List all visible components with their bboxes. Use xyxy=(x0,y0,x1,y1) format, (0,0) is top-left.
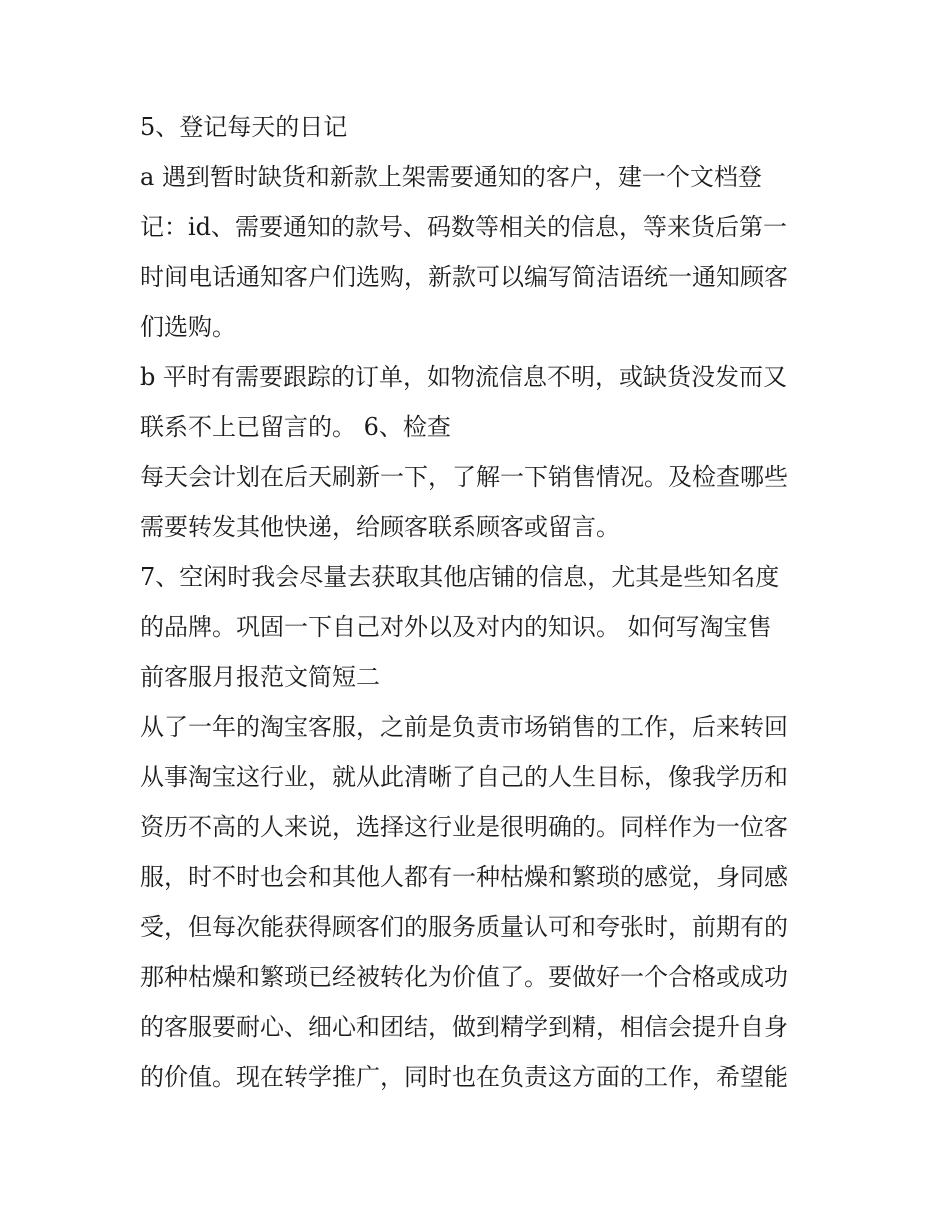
text-line-15: 资历不高的人来说，选择这行业是很明确的。同样作为一位客 xyxy=(140,813,788,841)
text-line-8: 每天会计划在后天刷新一下，了解一下销售情况。及检查哪些 xyxy=(140,463,788,491)
text-line-18: 那种枯燥和繁琐已经被转化为价值了。要做好一个合格或成功 xyxy=(140,963,788,991)
text-line-7: 联系不上已留言的。 6、检查 xyxy=(140,413,451,441)
text-line-9: 需要转发其他快递，给顾客联系顾客或留言。 xyxy=(140,513,620,541)
text-line-5: 们选购。 xyxy=(140,313,236,341)
text-line-10: 7、空闲时我会尽量去获取其他店铺的信息，尤其是些知名度 xyxy=(140,563,780,591)
text-line-12: 前客服月报范文简短二 xyxy=(140,663,380,691)
text-line-14: 从事淘宝这行业，就从此清晰了自己的人生目标，像我学历和 xyxy=(140,763,788,791)
text-line-2: a 遇到暂时缺货和新款上架需要通知的客户，建一个文档登 xyxy=(140,163,762,191)
text-line-20: 的价值。现在转学推广，同时也在负责这方面的工作，希望能 xyxy=(140,1063,788,1091)
text-line-19: 的客服要耐心、细心和团结，做到精学到精，相信会提升自身 xyxy=(140,1013,788,1041)
text-line-13: 从了一年的淘宝客服，之前是负责市场销售的工作，后来转回 xyxy=(140,713,788,741)
text-line-3: 记：id、需要通知的款号、码数等相关的信息，等来货后第一 xyxy=(140,213,788,241)
text-line-16: 服，时不时也会和其他人都有一种枯燥和繁琐的感觉，身同感 xyxy=(140,863,788,891)
text-line-4: 时间电话通知客户们选购，新款可以编写简洁语统一通知顾客 xyxy=(140,263,788,291)
text-line-11: 的品牌。巩固一下自己对外以及对内的知识。 如何写淘宝售 xyxy=(140,613,772,641)
text-line-17: 受，但每次能获得顾客们的服务质量认可和夸张时，前期有的 xyxy=(140,913,788,941)
document-page xyxy=(140,110,830,1094)
text-line-1: 5、登记每天的日记 xyxy=(140,113,348,141)
text-line-6: b 平时有需要跟踪的订单，如物流信息不明，或缺货没发而又 xyxy=(140,363,787,391)
